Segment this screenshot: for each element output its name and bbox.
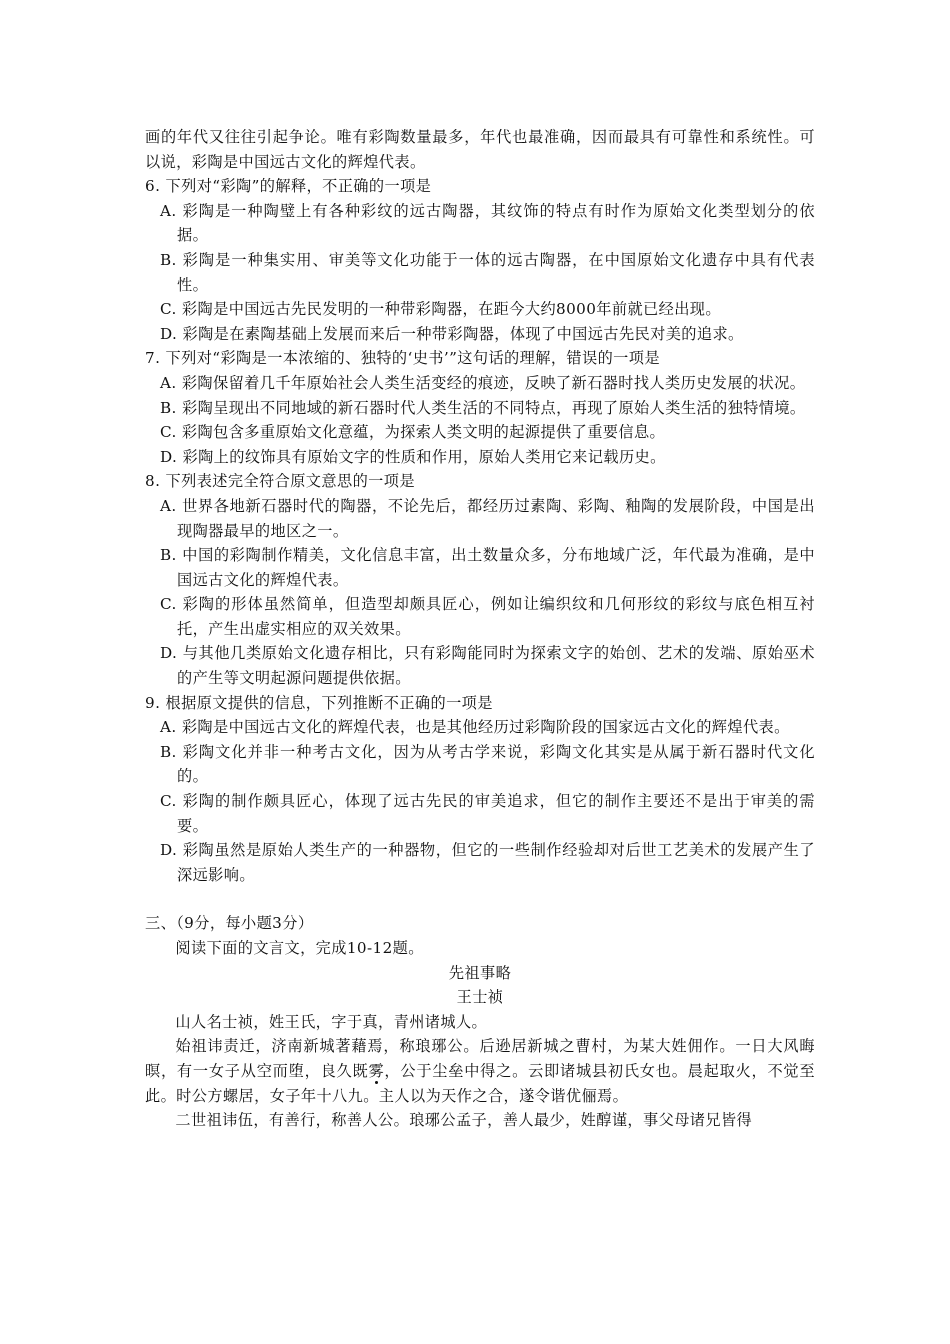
option-b: B. 彩陶呈现出不同地域的新石器时代人类生活的不同特点，再现了原始人类生活的独特情境。 bbox=[160, 398, 806, 417]
paragraph-text: ，公于尘垒中得之。云即诸城县初氏女也。晨起取火，不觉至此。时公方螺居，女子年十八九。主人以为天作之合，遂令谐优俪焉。 bbox=[145, 1061, 815, 1105]
emphasis-dotted-char: 雾 bbox=[368, 1061, 385, 1080]
option-a: A. 彩陶是中国远古文化的辉煌代表，也是其他经历过彩陶阶段的国家远古文化的辉煌代表。 bbox=[160, 718, 790, 737]
option-d: D. 彩陶是在素陶基础上发展而来后一种带彩陶器，体现了中国远古先民对美的追求。 bbox=[160, 324, 744, 343]
option-a: A. 世界各地新石器时代的陶器，不论先后，都经历过素陶、彩陶、釉陶的发展阶段，中国是出现陶器最早的地区之一。 bbox=[160, 496, 815, 540]
question-stem: 6. 下列对“彩陶”的解释，不正确的一项是 bbox=[145, 177, 432, 196]
intro-paragraph-tail: 画的年代又往往引起争论。唯有彩陶数量最多，年代也最准确，因而最具有可靠性和系统性。可以说，彩陶是中国远古文化的辉煌代表。 bbox=[145, 128, 815, 171]
passage-paragraph-2 bbox=[145, 1034, 815, 1108]
document-page bbox=[145, 125, 815, 1133]
passage-author: 王士祯 bbox=[456, 988, 504, 1007]
option-b: B. 中国的彩陶制作精美，文化信息丰富，出土数量众多，分布地域广泛，年代最为准确，是中国远古文化的辉煌代表。 bbox=[160, 546, 815, 589]
question-stem: 9. 根据原文提供的信息，下列推断不正确的一项是 bbox=[145, 693, 493, 712]
question-7 bbox=[145, 346, 815, 469]
option-d: D. 彩陶上的纹饰具有原始文字的性质和作用，原始人类用它来记载历史。 bbox=[160, 447, 666, 466]
option-a: A. 彩陶是一种陶璧上有各种彩纹的远古陶器，其纹饰的特点有时作为原始文化类型划分的依据。 bbox=[160, 201, 815, 245]
option-d: D. 彩陶虽然是原始人类生产的一种器物，但它的一些制作经验却对后世工艺美术的发展产生了深远影响。 bbox=[160, 841, 815, 884]
section-3 bbox=[145, 911, 815, 1132]
option-a: A. 彩陶保留着几千年原始社会人类生活变经的痕迹，反映了新石器时找人类历史发展的状况。 bbox=[160, 373, 806, 392]
option-c: C. 彩陶的形体虽然简单，但造型却颇具匠心，例如让编织纹和几何形纹的彩纹与底色相互衬托，产生出虚实相应的双关效果。 bbox=[160, 595, 815, 638]
section-spacer bbox=[145, 887, 815, 911]
option-b: B. 彩陶文化并非一种考古文化，因为从考古学来说，彩陶文化其实是从属于新石器时代文化的。 bbox=[160, 742, 815, 786]
paragraph-text: 始祖讳责迁，济南新城著藉焉，称琅琊公。后逊居新城之曹村，为某大姓佣作。一日大风晦暝，有一女子从空而堕，良久既 bbox=[145, 1037, 815, 1080]
passage-title: 先祖事略 bbox=[448, 963, 512, 982]
question-9 bbox=[145, 691, 815, 888]
question-stem: 8. 下列表述完全符合原文意思的一项是 bbox=[145, 472, 415, 491]
passage-paragraph-1: 山人名士祯，姓王氏，字于真，青州诸城人。 bbox=[175, 1012, 488, 1031]
question-stem: 7. 下列对“彩陶是一本浓缩的、独特的‘史书’”这句话的理解，错误的一项是 bbox=[145, 349, 660, 368]
option-b: B. 彩陶是一种集实用、审美等文化功能于一体的远古陶器，在中国原始文化遗存中具有代表性。 bbox=[160, 250, 815, 294]
option-c: C. 彩陶包含多重原始文化意蕴，为探索人类文明的起源提供了重要信息。 bbox=[160, 423, 666, 442]
option-d: D. 与其他几类原始文化遗存相比，只有彩陶能同时为探索文字的始创、艺术的发端、原始巫术的产生等文明起源问题提供依据。 bbox=[160, 644, 815, 688]
option-c: C. 彩陶的制作颇具匠心，体现了远古先民的审美追求，但它的制作主要还不是出于审美的需要。 bbox=[160, 792, 815, 835]
question-8 bbox=[145, 469, 815, 690]
option-c: C. 彩陶是中国远古先民发明的一种带彩陶器，在距今大约8000年前就已经出现。 bbox=[160, 300, 721, 319]
question-6 bbox=[145, 174, 815, 346]
passage-paragraph-3: 二世祖讳伍，有善行，称善人公。琅琊公孟子，善人最少，姓醇谨，事父母诸兄皆得 bbox=[175, 1111, 753, 1130]
section-instruction: 阅读下面的文言文，完成10-12题。 bbox=[175, 939, 424, 957]
section-heading: 三、（9分，每小题3分） bbox=[145, 914, 314, 933]
